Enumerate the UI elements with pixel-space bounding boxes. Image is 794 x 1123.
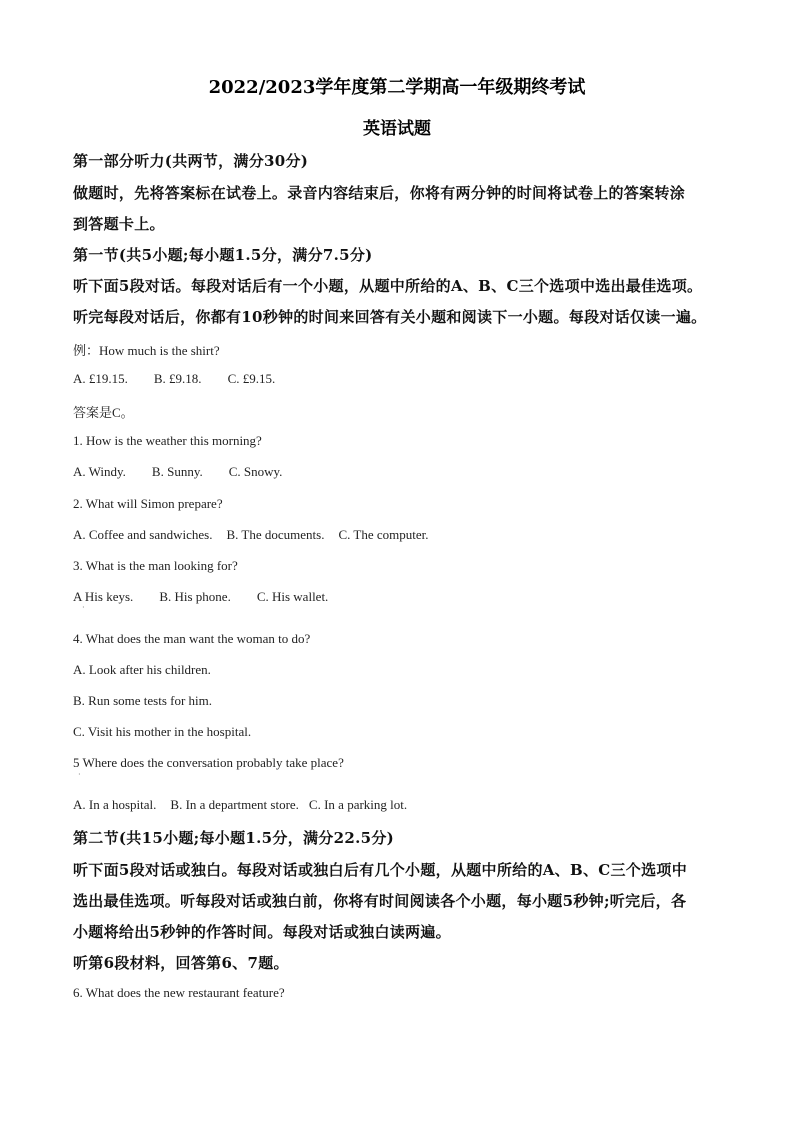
question-1-options [73,464,282,480]
example-answer: 答案是C。 [73,405,134,420]
section2-instruction-line2: 选出最佳选项。听每段对话或独白前，你将有时间阅读各个小题，每小题5秒钟;听完后，各 [73,892,687,910]
q1-option-a: A. Windy. [73,464,126,479]
question-4: 4. What does the man want the woman to do? [73,631,311,646]
material-6-heading: 听第6段材料，回答第6、7题。 [73,954,289,972]
section1-instruction-line1: 听下面5段对话。每段对话后有一个小题，从题中所给的A、B、C三个选项中选出最佳选项。 [73,277,703,295]
stray-dot: · [78,770,81,779]
q3-option-b: B. His phone. [159,589,231,604]
part1-instruction-line1: 做题时，先将答案标在试卷上。录音内容结束后，你将有两分钟的时间将试卷上的答案转涂 [73,184,686,202]
question-2: 2. What will Simon prepare? [73,496,223,511]
section1-instruction-line2: 听完每段对话后，你都有10秒钟的时间来回答有关小题和阅读下一小题。每段对话仅读一遍。 [73,308,707,326]
example-question: 例：How much is the shirt? [73,343,220,358]
part1-instruction-line2: 到答题卡上。 [73,215,165,233]
example-option-c: C. £9.15. [227,371,276,386]
exam-title: 2022/2023学年度第二学期高一年级期终考试 [208,77,586,98]
question-3: 3. What is the man looking for? [73,558,238,573]
question-5: 5 Where does the conversation probably take place? [73,755,344,770]
section2-instruction-line1: 听下面5段对话或独白。每段对话或独白后有几个小题，从题中所给的A、B、C三个选项中 [73,861,687,879]
question-4-option-a: A. Look after his children. [73,662,211,677]
q1-option-c: C. Snowy. [228,464,283,479]
q2-option-a: A. Coffee and sandwiches. [73,527,213,542]
q3-option-a: A His keys. [73,589,134,604]
part1-heading: 第一部分听力(共两节，满分30分) [73,152,309,170]
example-option-b: B. £9.18. [153,371,202,386]
q5-option-c: C. In a parking lot. [308,797,408,812]
q2-option-b: B. The documents. [226,527,325,542]
question-6: 6. What does the new restaurant feature? [73,985,285,1000]
example-option-a: A. £19.15. [73,371,128,386]
question-2-options [73,527,429,543]
stray-dot: · [82,603,85,612]
question-3-options [73,589,328,605]
q5-option-a: A. In a hospital. [73,797,157,812]
section2-instruction-line3: 小题将给出5秒钟的作答时间。每段对话或独白读两遍。 [73,923,451,941]
q5-option-b: B. In a department store. [170,797,299,812]
question-1: 1. How is the weather this morning? [73,433,262,448]
question-5-options [73,797,407,813]
question-4-option-b: B. Run some tests for him. [73,693,213,708]
example-options [73,371,275,387]
q1-option-b: B. Sunny. [151,464,203,479]
q3-option-c: C. His wallet. [256,589,329,604]
section2-heading: 第二节(共15小题;每小题1.5分，满分22.5分) [73,829,395,847]
question-4-option-c: C. Visit his mother in the hospital. [73,724,252,739]
q2-option-c: C. The computer. [338,527,429,542]
section1-heading: 第一节(共5小题;每小题1.5分，满分7.5分) [73,246,373,264]
exam-subtitle: 英语试题 [363,119,431,139]
